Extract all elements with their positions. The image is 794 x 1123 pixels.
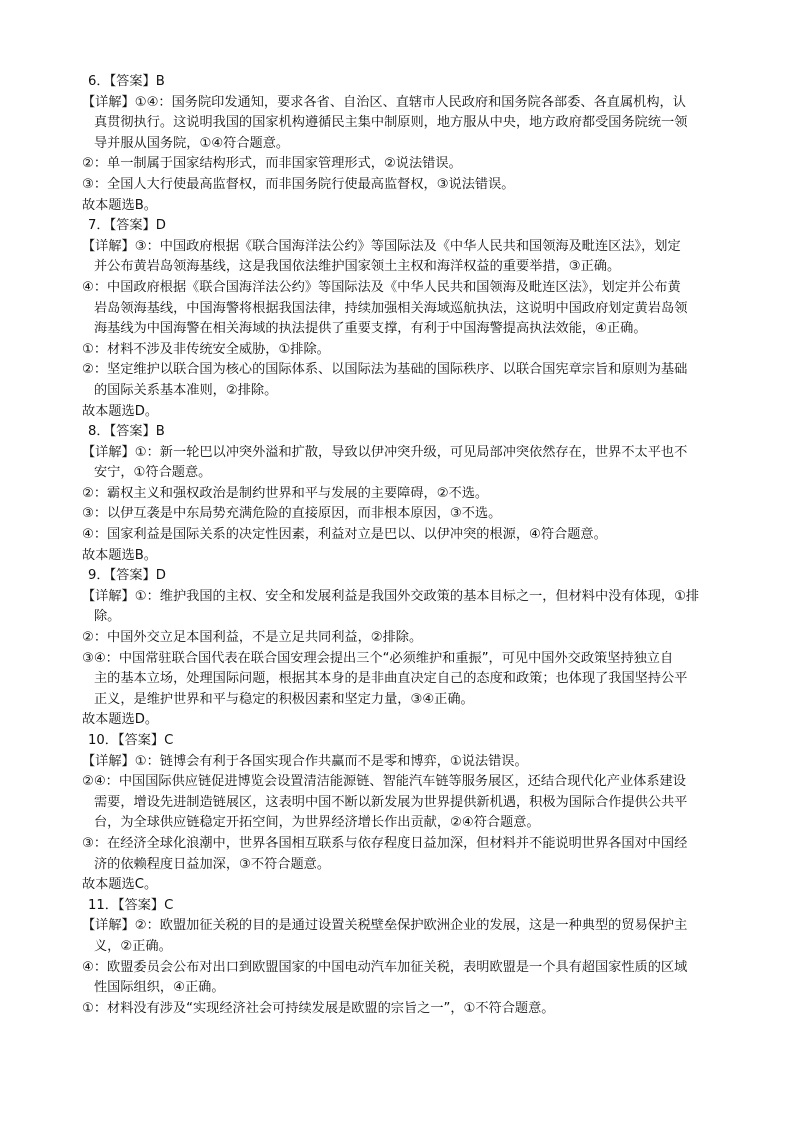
answer-heading: 6．【答案】B bbox=[88, 74, 165, 89]
explanation-text-line: 安宁，①符合题意。 bbox=[94, 465, 212, 481]
explanation-line: 【详解】①④：国务院印发通知，要求各省、自治区、直辖市人民政府和国务院各部委、各直属机构，认 bbox=[82, 94, 686, 110]
explanation-text-line: ③：全国人大行使最高监督权，而非国务院行使最高监督权，③说法错误。 bbox=[82, 176, 515, 192]
explanation-text-line: 故本题选B。 bbox=[82, 197, 157, 213]
explanation-text-line: ①：材料没有涉及“实现经济社会可持续发展是欧盟的宗旨之一”，①不符合题意。 bbox=[82, 1000, 555, 1016]
explanation-text-line: ①：材料不涉及非传统安全威胁，①排除。 bbox=[82, 341, 330, 357]
answer-heading: 11．【答案】C bbox=[88, 897, 174, 913]
explanation-text-line: 济的依赖程度日益加深，③不符合题意。 bbox=[94, 856, 331, 872]
explanation-text-line: ④：欧盟委员会公布对出口到欧盟国家的中国电动汽车加征关税，表明欧盟是一个具有超国家性质的区域 bbox=[82, 959, 688, 975]
explanation-line: 【详解】③：中国政府根据《联合国海洋法公约》等国际法及《中华人民共和国领海及毗连区法》，划定 bbox=[82, 238, 681, 254]
answer-heading: 9．【答案】D bbox=[88, 568, 166, 584]
explanation-text-line: 岩岛领海基线，中国海警将根据我国法律，持续加强相关海域巡航执法，这说明中国政府划定黄岩岛领 bbox=[94, 300, 688, 316]
question-block-6 bbox=[82, 72, 712, 216]
question-block-11 bbox=[82, 896, 712, 1020]
explanation-text-line: 故本题选D。 bbox=[82, 403, 159, 419]
explanation-text-line: 故本题选C。 bbox=[82, 877, 158, 893]
explanation-text-line: ③④：中国常驻联合国代表在联合国安理会提出三个“必须维护和重振”，可见中国外交政策坚持独立自 bbox=[82, 650, 674, 666]
answer-explanation-page bbox=[82, 72, 712, 1019]
explanation-text-line: 并公布黄岩岛领海基线，这是我国依法维护国家领土主权和海洋权益的重要举措，③正确。 bbox=[94, 259, 621, 275]
answer-heading: 7．【答案】D bbox=[88, 218, 166, 234]
answer-heading: 10．【答案】C bbox=[88, 733, 174, 748]
explanation-text-line: ③：在经济全球化浪潮中，世界各国相互联系与依存程度日益加深，但材料并不能说明世界各国对中国经 bbox=[82, 835, 688, 851]
explanation-text-line: ②：坚定维护以联合国为核心的国际体系、以国际法为基础的国际秩序、以联合国宪章宗旨和原则为基础 bbox=[82, 362, 688, 378]
question-block-9 bbox=[82, 566, 712, 731]
explanation-text-line: 性国际组织，④正确。 bbox=[94, 980, 225, 996]
explanation-text-line: 义，②正确。 bbox=[94, 938, 172, 954]
question-block-7 bbox=[82, 216, 712, 422]
explanation-text-line: ②：中国外交立足本国利益，不是立足共同利益，②排除。 bbox=[82, 630, 423, 646]
explanation-text-line: ②：霸权主义和强权政治是制约世界和平与发展的主要障碍，②不选。 bbox=[82, 485, 489, 501]
explanation-text-line: 台，为全球供应链稳定开拓空间，为世界经济增长作出贡献，②④符合题意。 bbox=[94, 815, 540, 831]
explanation-text-line: 需要，增设先进制造链展区，这表明中国不断以新发展为世界提供新机遇，积极为国际合作提供公共平 bbox=[94, 794, 688, 810]
explanation-text-line: ②④：中国国际供应链促进博览会设置清洁能源链、智能汽车链等服务展区，还结合现代化产业体系建设 bbox=[82, 774, 686, 790]
question-block-10 bbox=[82, 731, 712, 896]
explanation-line: 【详解】②：欧盟加征关税的目的是通过设置关税壁垒保护欧洲企业的发展，这是一种典型的贸易保护主 bbox=[82, 918, 688, 934]
explanation-text-line: ④：中国政府根据《联合国海洋法公约》等国际法及《中华人民共和国领海及毗连区法》，划定并公布黄 bbox=[82, 279, 681, 295]
explanation-text-line: 的国际关系基本准则，②排除。 bbox=[94, 382, 278, 398]
explanation-text-line: 故本题选B。 bbox=[82, 547, 157, 563]
explanation-text-line: 真贯彻执行。这说明我国的国家机构遵循民主集中制原则，地方服从中央，地方政府都受国务院统一领 bbox=[94, 115, 688, 131]
explanation-text-line: 导并服从国务院，①④符合题意。 bbox=[94, 135, 290, 151]
explanation-text-line: 除。 bbox=[94, 609, 121, 625]
explanation-text-line: ③：以伊互袭是中东局势充满危险的直接原因，而非根本原因，③不选。 bbox=[82, 506, 502, 522]
explanation-text-line: ④：国家利益是国际关系的决定性因素，利益对立是巴以、以伊冲突的根源，④符合题意。 bbox=[82, 527, 607, 543]
explanation-text-line: 主的基本立场，处理国际问题，根据其本身的是非曲直决定自己的态度和政策；也体现了我国坚持公平 bbox=[94, 671, 688, 687]
explanation-line: 【详解】①：链博会有利于各国实现合作共赢而不是零和博弈，①说法错误。 bbox=[82, 753, 528, 769]
question-block-8 bbox=[82, 422, 712, 566]
explanation-text-line: 海基线为中国海警在相关海域的执法提供了重要支撑，有利于中国海警提高执法效能，④正确。 bbox=[94, 321, 647, 337]
explanation-text-line: 故本题选D。 bbox=[82, 712, 159, 728]
answer-heading: 8．【答案】B bbox=[88, 424, 165, 440]
explanation-line: 【详解】①：新一轮巴以冲突外溢和扩散，导致以伊冲突升级，可见局部冲突依然存在，世界不太平也不 bbox=[82, 444, 688, 460]
explanation-line: 【详解】①：维护我国的主权、安全和发展利益是我国外交政策的基本目标之一，但材料中没有体现，①排 bbox=[82, 588, 700, 604]
explanation-text-line: ②：单一制属于国家结构形式，而非国家管理形式，②说法错误。 bbox=[82, 156, 462, 172]
explanation-text-line: 正义，是维护世界和平与稳定的积极因素和坚定力量，③④正确。 bbox=[94, 691, 474, 707]
